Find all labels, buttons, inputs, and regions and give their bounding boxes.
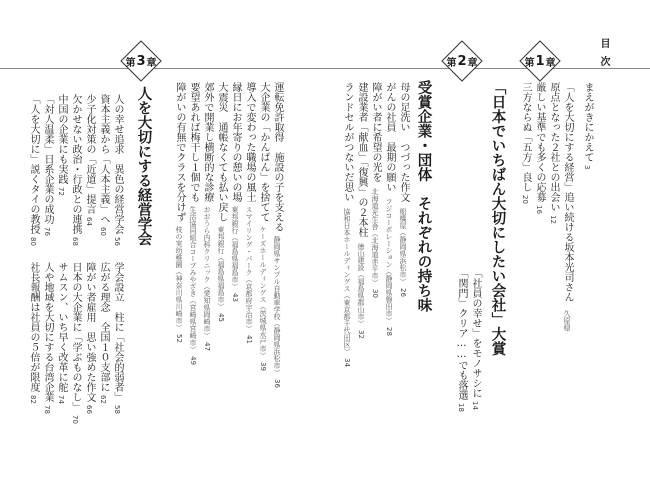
ch1-entry-gohou[interactable]: 三方ならぬ「五方」良し20	[520, 82, 531, 204]
ch1-entry-intro-author: 久原穏	[563, 310, 571, 331]
ch2-entry-1[interactable]: 母の足洗い つづった作文船橋屋（静岡県浜松市）26	[398, 82, 409, 297]
ch3-entry-4[interactable]: 欠かせない政治・行政との連携68	[70, 94, 81, 246]
ch3-entry-3[interactable]: 少子化対策の「近道」提言64	[84, 94, 95, 226]
ch2-entry-10[interactable]: 大震災 通帳なくても払い戻し東邦銀行（福島県福島市）45	[216, 82, 227, 322]
ch2-entry-8[interactable]: 導入で変わった職場の風土スマイリング・パーク（京都府宇治市）41	[244, 82, 255, 344]
ch3-entry-2[interactable]: 資本主義から「人本主義」へ60	[98, 94, 109, 236]
ch3-entry-12[interactable]: サムスン、いち早く改革に舵74	[56, 262, 67, 404]
ch2-entry-7[interactable]: 大企業の「かんばん」を捨ててケーズホールディングス（茨城県水戸市）39	[258, 82, 269, 371]
ch1-entry-criteria[interactable]: 厳しい基準でも多くの応募16	[534, 82, 545, 214]
ch2-entry-12[interactable]: 要望あれば梅干し１個でも生活協同組合コープみやざき（宮崎県宮崎市）49	[188, 82, 199, 365]
ch1-entry-gate[interactable]: 「関門」クリア……でも落選18	[456, 268, 467, 412]
ch3-entry-9[interactable]: 広がる理念 全国１０支部に62	[98, 262, 109, 404]
ch3-entry-7[interactable]: 「人を大切に」説くタイの教授80	[28, 94, 39, 246]
ch2-entry-9[interactable]: 縁日にお年寄りの憩いの場東邦銀行（福島県福島市）43	[230, 82, 241, 302]
chapter1-badge	[519, 40, 561, 82]
chapter1-label: 第 1 章	[524, 53, 556, 69]
preface-page: 3	[583, 165, 591, 170]
chapter1-title: 「日本でいちばん大切にしたい会社」大賞	[489, 80, 506, 356]
ch2-entry-2[interactable]: がんの社員 最期の願いフジコーポレーション（静岡県磐田市）28	[384, 82, 395, 336]
ch3-entry-10[interactable]: 障がい者雇用 思い強めた作文66	[84, 262, 95, 414]
ch3-entry-6[interactable]: 「対人温柔」日系企業の成功76	[42, 94, 53, 236]
ch2-entry-4[interactable]: 建設業者「献血」「復興」の２本柱徳山建設（福島県郡山市）32	[356, 82, 367, 339]
ch1-entry-intro[interactable]: 「人を大切にする経営」追い続ける坂本光司さん久原穏	[562, 82, 573, 331]
chapter3-label: 第 3 章	[125, 53, 157, 69]
chapter3-title: 人を大切にする経営学会	[135, 86, 152, 246]
ch3-entry-1[interactable]: 人の幸せ追求 異色の経営学会56	[112, 94, 123, 246]
chapter2-label: 第 2 章	[446, 53, 478, 69]
ch3-entry-5[interactable]: 中国の企業にも実践72	[56, 94, 67, 196]
preface-entry[interactable]	[582, 82, 592, 169]
ch3-entry-14[interactable]: 社長報酬は社員の５倍が限度82	[28, 262, 39, 404]
ch2-entry-6[interactable]: 運転免許取得 施設の子を支える静岡県サンプル自動車学校（静岡県浜松市）36	[272, 82, 283, 388]
chapter2-badge	[441, 40, 483, 82]
ch1-entry-happiness[interactable]: 「社員の幸せ」をモノサシに14	[470, 268, 481, 410]
ch2-entry-11[interactable]: 郊外で開業し横断的な診療おおうら内科クリニック（愛知県岡崎市）47	[202, 82, 213, 351]
toc-title: 目次	[598, 38, 609, 74]
ch2-entry-3[interactable]: 障がい者に希望の光を北海道光生舎（北海道赤平市）30	[370, 82, 381, 298]
ch2-entry-13[interactable]: 障がいの有無でクラスを分けず枝の実幼稚園（神奈川県川崎市）52	[174, 82, 185, 343]
ch1-entry-origin[interactable]: 原点となった２社との出会い12	[548, 82, 559, 224]
preface-title: まえがきにかえて	[582, 82, 593, 162]
ch3-entry-11[interactable]: 日本の大企業に「学ぶものなし」70	[70, 262, 81, 424]
ch2-entry-5[interactable]: ランドセルがつないだ思い協和日本ホールディングス（東京都千代田区）34	[342, 82, 353, 367]
chapter3-badge	[120, 40, 162, 82]
ch3-entry-8[interactable]: 学会設立 柱に「社会的弱者」58	[112, 262, 123, 414]
chapter2-title: 受賞企業・団体 それぞれの持ち味	[415, 80, 432, 312]
ch3-entry-13[interactable]: 人や地域を大切にする台湾企業78	[42, 262, 53, 414]
